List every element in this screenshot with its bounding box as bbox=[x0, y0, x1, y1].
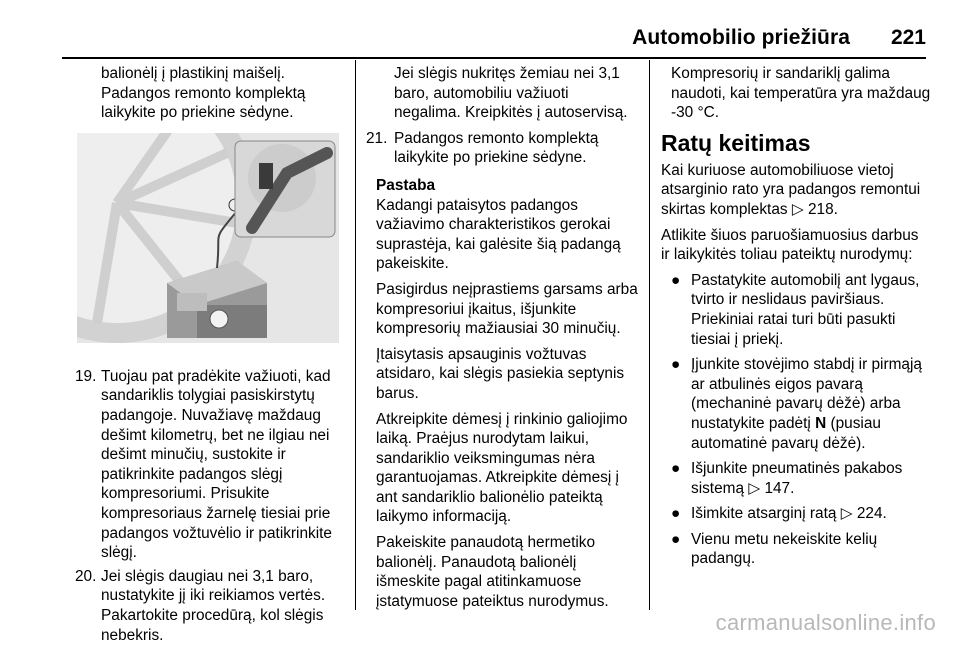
watermark: carmanualsonline.info bbox=[715, 610, 936, 635]
note-paragraph: Kadangi pataisytos padangos važiavimo charakteristikos gerokai suprastėja, kai galėsite šią padangą pakeiskite. bbox=[376, 196, 621, 273]
bullet-icon: ● bbox=[671, 271, 681, 289]
column-divider bbox=[649, 60, 650, 610]
note-paragraph: Pakeiskite panaudotą hermetiko balionėlį. Panaudotą balionėlį išmeskite pagal atitinkamuose įstatymuose pateiktus nurodymus. bbox=[376, 534, 609, 610]
column-divider bbox=[355, 60, 356, 610]
note-paragraph: Įtaisytasis apsauginis vožtuvas atsidaro, kai slėgis pasiekia septynis barus. bbox=[376, 345, 625, 402]
note-paragraph: Atkreipkite dėmesį į rinkinio galiojimo laiką. Praėjus nurodytam laikui, sandariklio veiksmingumas nėra garantuojamas. Atkreipkite dėmesį į ant sandariklio balionėlio pateiktą laikymo informaciją. bbox=[376, 410, 628, 526]
page-ref: 218. bbox=[808, 200, 838, 218]
bullet-icon: ● bbox=[671, 530, 681, 548]
step-number: 19. bbox=[75, 367, 97, 385]
list-item-text: Išjunkite pneumatinės pakabos sistemą bbox=[691, 460, 903, 497]
list-item bbox=[661, 459, 931, 498]
step-text: Jei slėgis daugiau nei 3,1 baro, nustatykite jį iki reikiamos vertės. Pakartokite procedūrą, kol slėgis nebekris. bbox=[101, 567, 326, 644]
page-ref-arrow-icon: ▷ bbox=[840, 505, 853, 523]
page-ref-arrow-icon: ▷ bbox=[791, 200, 804, 218]
step-21 bbox=[366, 129, 638, 168]
column-right bbox=[661, 64, 931, 575]
note-block bbox=[376, 196, 638, 612]
page-ref: 224. bbox=[856, 505, 887, 523]
paragraph: Atlikite šiuos paruošiamuosius darbus ir laikykitės toliau pateiktų nurodymų: bbox=[661, 226, 919, 264]
paragraph: Jei slėgis nukritęs žemiau nei 3,1 baro, automobiliu važiuoti negalima. Kreipkitės į autoservisą. bbox=[394, 65, 628, 122]
step-20 bbox=[77, 567, 345, 645]
list-item-text: (pusiau automatinė pavarų dėžė). bbox=[691, 414, 881, 452]
gear-position: N bbox=[815, 414, 827, 432]
tire-repair-kit-illustration bbox=[77, 133, 339, 343]
page-header bbox=[0, 0, 960, 52]
step-text: Padangos remonto komplektą laikykite po priekine sėdyne. bbox=[394, 129, 599, 167]
page-title: Automobilio priežiūra bbox=[632, 26, 850, 49]
section-heading: Ratų keitimas bbox=[661, 129, 811, 156]
list-item bbox=[661, 355, 931, 453]
step-19 bbox=[77, 367, 345, 563]
paragraph: balionėlį į plastikinį maišelį. Padangos remonto komplektą laikykite po priekine sėdyne. bbox=[101, 65, 306, 122]
column-left bbox=[77, 64, 345, 649]
list-item-text: Pastatykite automobilį ant lygaus, tvirto ir neslidaus paviršiaus. Priekiniai ratai turi būti pasukti tiesiai į priekį. bbox=[691, 271, 920, 348]
list-item bbox=[661, 504, 931, 524]
list-item bbox=[661, 530, 931, 569]
bullet-icon: ● bbox=[671, 356, 681, 374]
header-rule bbox=[62, 57, 926, 59]
paragraph-text: Kai kuriuose automobiliuose vietoj atsarginio rato yra padangos remontui skirtas komplektas bbox=[661, 161, 921, 218]
bullet-icon: ● bbox=[671, 460, 681, 478]
column-middle bbox=[366, 64, 638, 617]
page-number: 221 bbox=[890, 26, 926, 49]
list-item-text: Išimkite atsarginį ratą bbox=[691, 505, 837, 523]
compressor-tire-illustration-icon bbox=[77, 133, 339, 343]
list-item bbox=[661, 271, 931, 349]
paragraph bbox=[661, 161, 931, 220]
bullet-icon: ● bbox=[671, 505, 681, 523]
page-ref-arrow-icon: ▷ bbox=[748, 479, 761, 497]
step-number: 20. bbox=[75, 567, 97, 585]
page-ref: 147. bbox=[764, 479, 795, 497]
note-title: Pastaba bbox=[376, 176, 436, 194]
step-number: 21. bbox=[366, 129, 388, 147]
list-item-text: Įjunkite stovėjimo stabdį ir pirmąją ar atbulinės eigos pavarą (mechaninė pavarų dėžė) arba nustatykite padėtį bbox=[691, 356, 922, 432]
paragraph: Kompresorių ir sandariklį galima naudoti, kai temperatūra yra maždaug -30 °C. bbox=[671, 65, 931, 122]
list-item-text: Vienu metu nekeiskite kelių padangų. bbox=[691, 530, 878, 568]
step-text: Tuojau pat pradėkite važiuoti, kad sandariklis tolygiai pasiskirstytų padangoje. Nuvažiavę maždaug dešimt kilometrų, bet ne ilgiau nei dešimt minučių, sustokite ir patikrinkite padangos slėgį kompresoriumi. Prisukite kompresoriaus žarnelę tiesiai prie padangos vožtuvėlio ir patikrinkite slėgį. bbox=[101, 367, 332, 562]
note-paragraph: Pasigirdus neįprastiems garsams arba kompresoriui įkaitus, išjunkite kompresorių mažiausiai 30 minučių. bbox=[376, 280, 638, 338]
